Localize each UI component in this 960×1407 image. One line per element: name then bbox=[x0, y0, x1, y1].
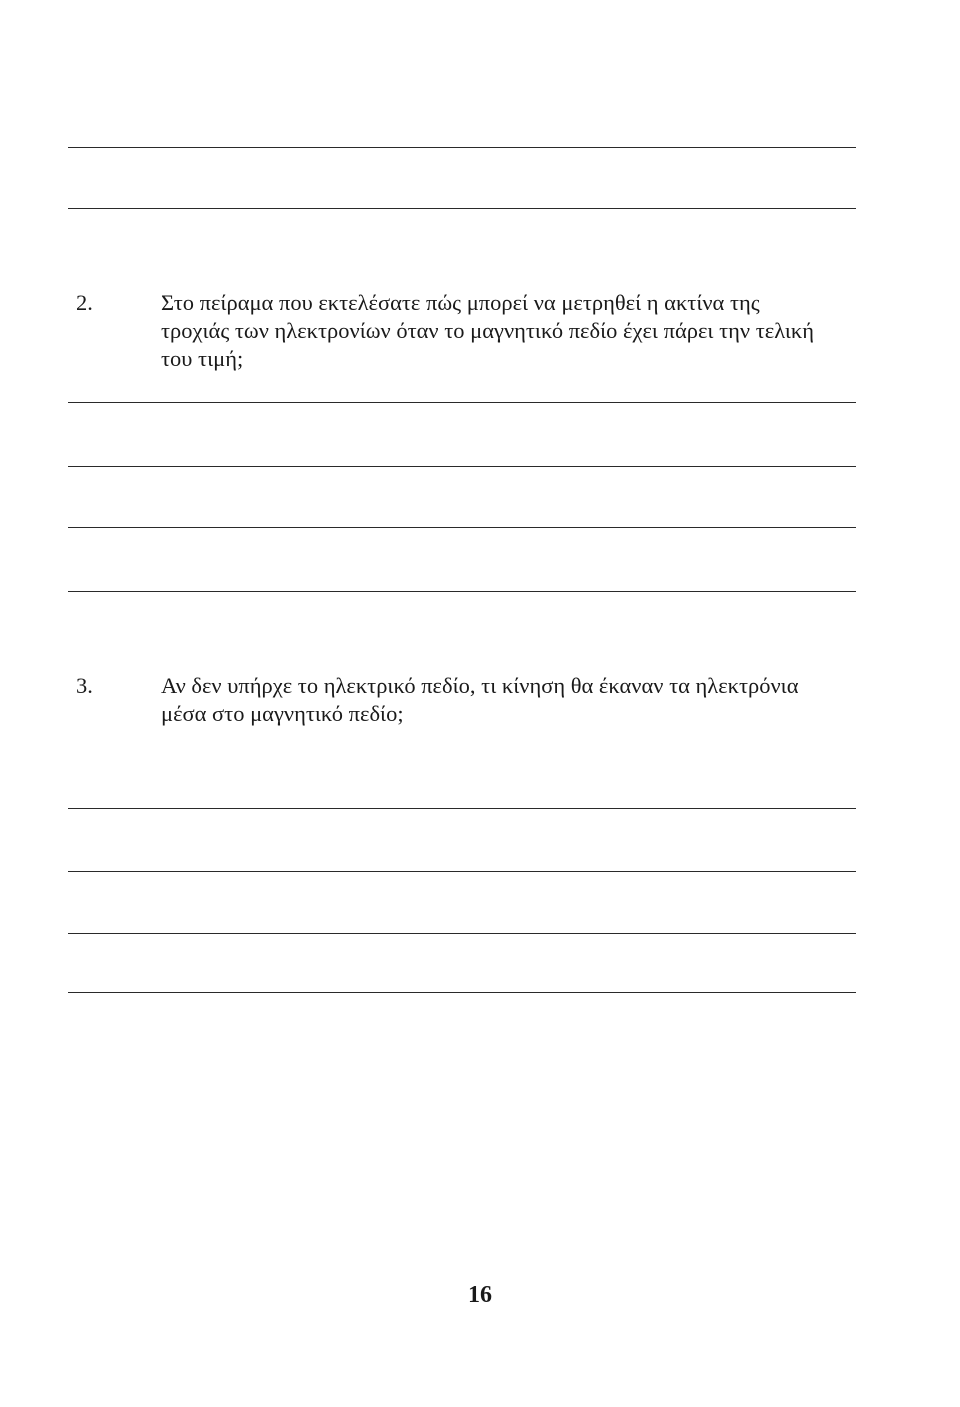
answer-line bbox=[68, 466, 856, 467]
question-line: του τιμή; bbox=[161, 346, 244, 371]
answer-line bbox=[68, 808, 856, 809]
page-number: 16 bbox=[468, 1282, 492, 1308]
question-line: τροχιάς των ηλεκτρονίων όταν το μαγνητικό πεδίο έχει πάρει την τελική bbox=[161, 318, 814, 343]
question-number: 3. bbox=[76, 673, 93, 698]
answer-line bbox=[68, 933, 856, 934]
question-3 bbox=[76, 672, 866, 728]
question-2 bbox=[76, 289, 866, 373]
question-line: Στο πείραμα που εκτελέσατε πώς μπορεί να μετρηθεί η ακτίνα της bbox=[161, 290, 760, 315]
answer-line bbox=[68, 527, 856, 528]
answer-line bbox=[68, 147, 856, 148]
question-line: μέσα στο μαγνητικό πεδίο; bbox=[161, 701, 404, 726]
question-text bbox=[161, 672, 866, 728]
answer-line bbox=[68, 591, 856, 592]
answer-line bbox=[68, 208, 856, 209]
answer-line bbox=[68, 992, 856, 993]
question-text bbox=[161, 289, 866, 373]
answer-line bbox=[68, 871, 856, 872]
answer-line bbox=[68, 402, 856, 403]
question-number: 2. bbox=[76, 290, 93, 315]
question-line: Αν δεν υπήρχε το ηλεκτρικό πεδίο, τι κίνηση θα έκαναν τα ηλεκτρόνια bbox=[161, 673, 799, 698]
